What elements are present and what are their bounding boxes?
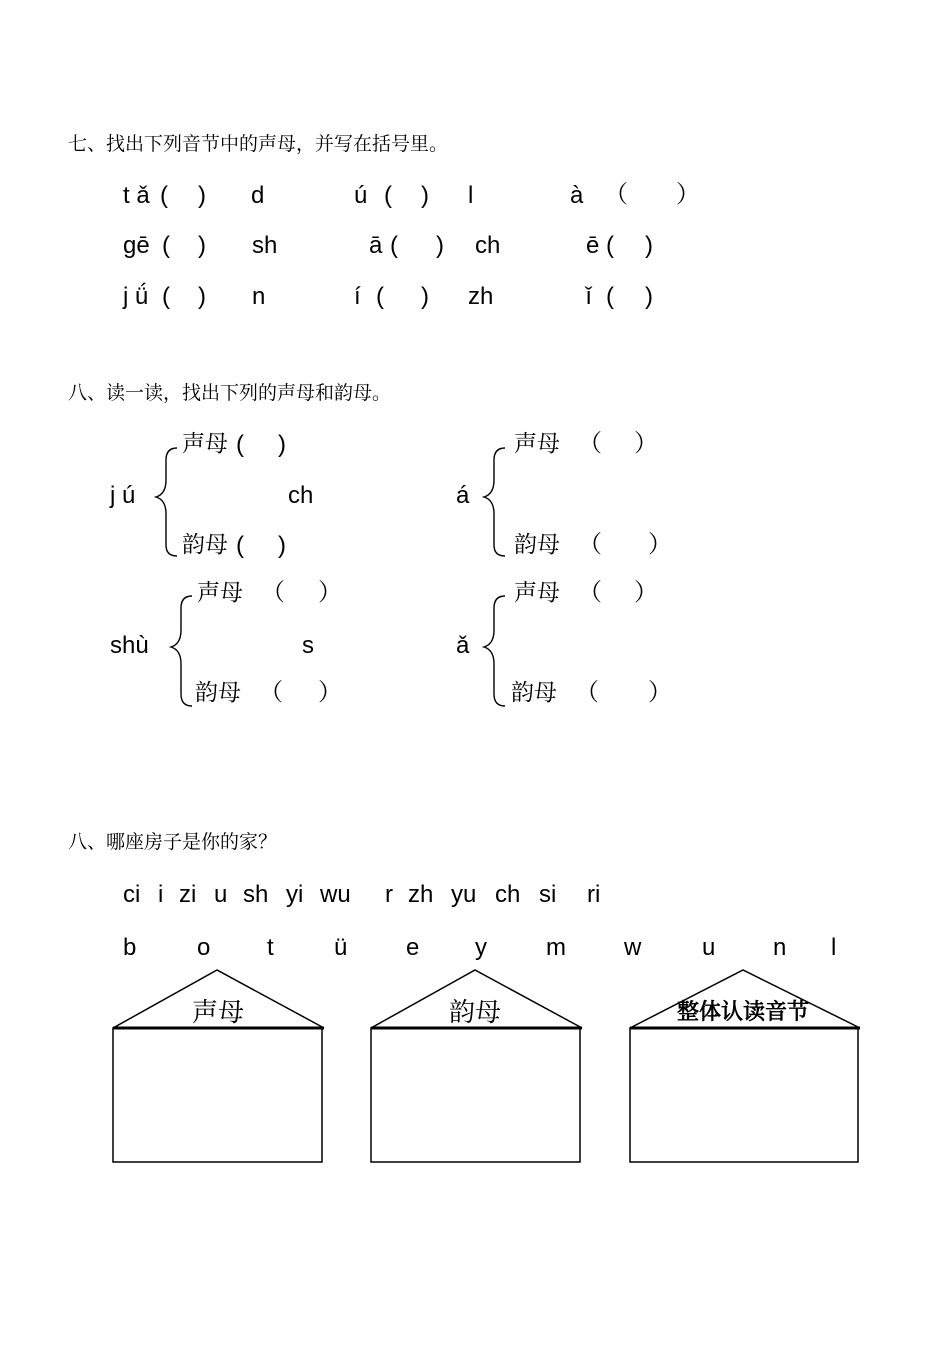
distractor-initial: d	[251, 182, 265, 209]
syllable: í	[354, 283, 361, 310]
letter-token: u	[702, 934, 716, 961]
answer-paren-close: )	[198, 283, 206, 310]
answer-paren-open: （	[259, 679, 283, 706]
distractor-initial: ch	[288, 482, 314, 509]
final-label: 韵母	[195, 680, 241, 706]
answer-paren-close: )	[198, 232, 206, 259]
initial-label: 声母	[514, 431, 560, 457]
syllable: j ǘ	[123, 283, 149, 310]
letter-token: yi	[286, 881, 304, 908]
syllable: ā	[369, 232, 383, 259]
answer-paren-close: ）	[634, 579, 658, 606]
answer-paren-open: (	[162, 232, 170, 259]
answer-paren-open: （	[575, 679, 599, 706]
final-label: 韵母	[182, 532, 228, 558]
distractor-initial: zh	[468, 283, 494, 310]
section-7-heading: 七、找出下列音节中的声母，并写在括号里。	[68, 133, 449, 155]
answer-paren-close: )	[421, 283, 429, 310]
answer-paren-close: )	[436, 232, 444, 259]
answer-paren-close: ）	[648, 531, 672, 558]
letter-token: o	[197, 934, 211, 961]
syllable: á	[456, 482, 470, 509]
syllable: ē	[586, 232, 600, 259]
house-label-whole-syllables: 整体认读音节	[676, 1000, 809, 1025]
house-body	[630, 1028, 858, 1162]
answer-paren-open: (	[376, 283, 384, 310]
syllable: t ǎ	[123, 182, 150, 209]
letter-token: ü	[334, 934, 348, 961]
letter-token: wu	[320, 881, 351, 908]
letter-token: i	[158, 881, 164, 908]
syllable: gē	[123, 232, 150, 259]
letter-token: e	[406, 934, 420, 961]
syllable: ǐ	[586, 283, 592, 310]
answer-paren-close: )	[198, 182, 206, 209]
letter-token: ri	[587, 881, 601, 908]
letter-token: r	[385, 881, 393, 908]
answer-paren-open: (	[236, 431, 244, 458]
letter-token: l	[831, 934, 837, 961]
final-label: 韵母	[511, 680, 557, 706]
initial-label: 声母	[514, 580, 560, 606]
letter-token: t	[267, 934, 274, 961]
section-8b-heading: 八、哪座房子是你的家？	[68, 831, 278, 853]
letter-token: n	[773, 934, 787, 961]
letter-token: yu	[451, 881, 477, 908]
answer-paren-open: (	[606, 283, 614, 310]
letter-token: zi	[179, 881, 197, 908]
initial-label: 声母	[182, 431, 228, 457]
letter-token: m	[546, 934, 566, 961]
answer-paren-open: （	[578, 430, 602, 457]
answer-paren-open: (	[390, 232, 398, 259]
syllable: à	[570, 182, 584, 209]
letter-token: y	[475, 934, 487, 961]
house-label-finals: 韵母	[448, 998, 501, 1028]
letter-token: ch	[495, 881, 521, 908]
answer-paren-close: )	[278, 532, 286, 559]
answer-paren-close: ）	[318, 679, 342, 706]
answer-paren-open: （	[578, 579, 602, 606]
answer-paren-close: ）	[648, 679, 672, 706]
letter-token: si	[539, 881, 557, 908]
answer-paren-close: ）	[634, 430, 658, 457]
final-label: 韵母	[514, 532, 560, 558]
initial-label: 声母	[197, 580, 243, 606]
answer-paren-open: （	[261, 579, 285, 606]
distractor-initial: l	[468, 182, 474, 209]
house-body	[113, 1028, 322, 1162]
house-label-initials: 声母	[191, 998, 244, 1028]
letter-token: sh	[243, 881, 269, 908]
answer-paren-open: （	[578, 531, 602, 558]
distractor-initial: sh	[252, 232, 278, 259]
answer-paren-close: )	[278, 431, 286, 458]
answer-paren-close: ）	[318, 579, 342, 606]
answer-paren-close: )	[645, 232, 653, 259]
letter-token: u	[214, 881, 228, 908]
syllable: shù	[110, 632, 149, 659]
answer-paren-open: (	[606, 232, 614, 259]
answer-paren-open: (	[236, 532, 244, 559]
syllable: ǎ	[456, 632, 470, 659]
section-8a-heading: 八、读一读，找出下列的声母和韵母。	[68, 382, 392, 404]
house-whole-syllables	[630, 970, 860, 1162]
answer-paren-close: )	[421, 182, 429, 209]
answer-paren-open: (	[384, 182, 392, 209]
syllable: ú	[354, 182, 368, 209]
syllable: j ú	[110, 482, 136, 509]
house-body	[371, 1028, 580, 1162]
letter-token: w	[624, 934, 642, 961]
letter-token: zh	[408, 881, 434, 908]
answer-paren-open: (	[162, 283, 170, 310]
distractor-initial: s	[302, 632, 314, 659]
letter-token: ci	[123, 881, 141, 908]
answer-paren-open: （	[604, 181, 628, 208]
answer-paren-close: ）	[676, 181, 700, 208]
letter-token: b	[123, 934, 137, 961]
distractor-initial: n	[252, 283, 266, 310]
answer-paren-close: )	[645, 283, 653, 310]
distractor-initial: ch	[475, 232, 501, 259]
answer-paren-open: (	[160, 182, 168, 209]
